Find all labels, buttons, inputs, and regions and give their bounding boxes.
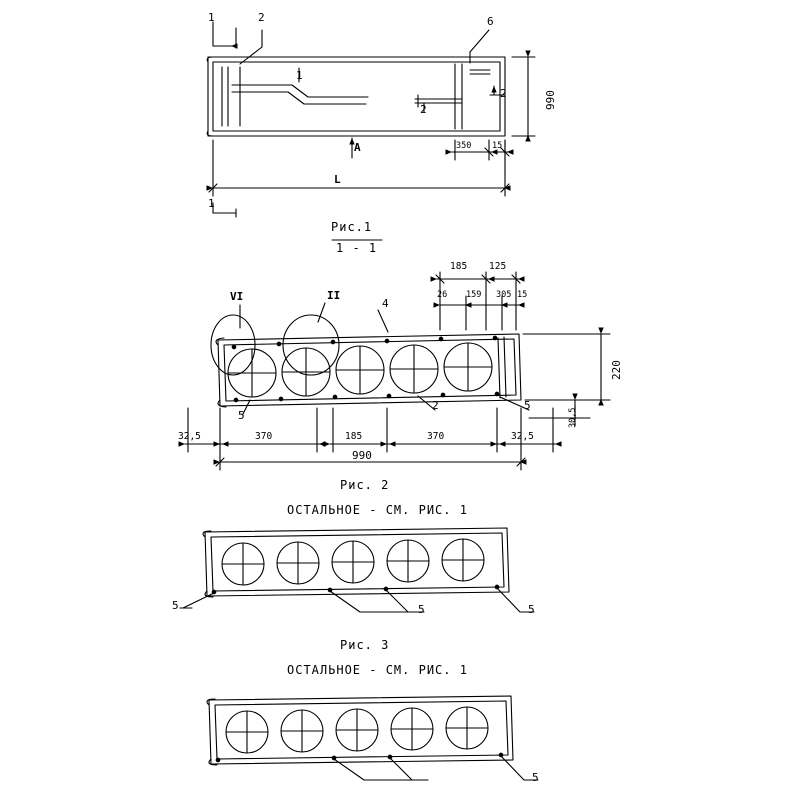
fig1-dim-height-990: 990 — [544, 90, 557, 110]
figure-2-cross-section — [185, 272, 610, 470]
fig3-title: Рис. 3 — [340, 638, 390, 652]
fig1-callout-2-top: 2 — [258, 11, 265, 24]
fig2-dim-185-bottom: 185 — [345, 431, 363, 442]
fig2-dim-32-5-right: 32,5 — [511, 431, 534, 442]
fig4-pos-5-right: 5 — [532, 771, 539, 784]
figure-3-cross-section — [180, 528, 534, 612]
fig2-dim-370-right: 370 — [427, 431, 445, 442]
fig1-dim-length-L: L — [334, 173, 341, 186]
fig1-callout-6: 6 — [487, 15, 494, 28]
fig3-pos-5-right: 5 — [528, 603, 535, 616]
fig2-dim-30-5: 30,5 — [568, 407, 578, 428]
fig2-pos-4: 4 — [382, 297, 389, 310]
fig2-node-II: II — [327, 289, 341, 302]
fig1-section-mark-2-right: 2 — [500, 87, 507, 100]
fig3-note: ОСТАЛЬНОЕ - СМ. РИС. 1 — [287, 663, 468, 677]
fig2-pos-2: 2 — [432, 399, 439, 412]
fig1-title: Рис.1 — [331, 220, 373, 234]
fig2-title: Рис. 2 — [340, 478, 390, 492]
fig3-pos-5-mid: 5 — [418, 603, 425, 616]
figure-1-elevation — [207, 22, 535, 217]
fig2-dim-370-left: 370 — [255, 431, 273, 442]
fig2-dim-159: 159 — [466, 290, 482, 300]
fig1-arrow-A-label: A — [354, 141, 361, 154]
fig1-dim-350: 350 — [456, 141, 472, 151]
fig2-dim-305: 305 — [496, 290, 512, 300]
fig2-note: ОСТАЛЬНОЕ - СМ. РИС. 1 — [287, 503, 468, 517]
fig1-callout-2-inner: 2 — [420, 103, 427, 116]
fig1-section-label: 1 - 1 — [336, 241, 378, 255]
fig1-callout-1-inner: 1 — [296, 69, 303, 82]
fig3-pos-5-left: 5 — [172, 599, 179, 612]
fig2-pos-5-right: 5 — [524, 399, 531, 412]
fig2-node-VI: VI — [230, 290, 244, 303]
fig2-dim-total-990: 990 — [352, 449, 372, 462]
fig2-dim-32-5-left: 32,5 — [178, 431, 201, 442]
fig1-section-mark-left-bottom: 1 — [208, 197, 215, 210]
fig2-dim-15: 15 — [517, 290, 528, 300]
fig2-dim-125-top: 125 — [489, 261, 507, 272]
fig2-dim-26: 26 — [437, 290, 448, 300]
fig1-section-mark-left-top: 1 — [208, 11, 215, 24]
fig2-pos-5-left: 5 — [238, 409, 245, 422]
fig2-dim-220: 220 — [610, 360, 623, 380]
fig1-dim-15: 15 — [492, 141, 503, 151]
figure-4-cross-section — [207, 696, 538, 780]
fig2-dim-185-top: 185 — [450, 261, 468, 272]
